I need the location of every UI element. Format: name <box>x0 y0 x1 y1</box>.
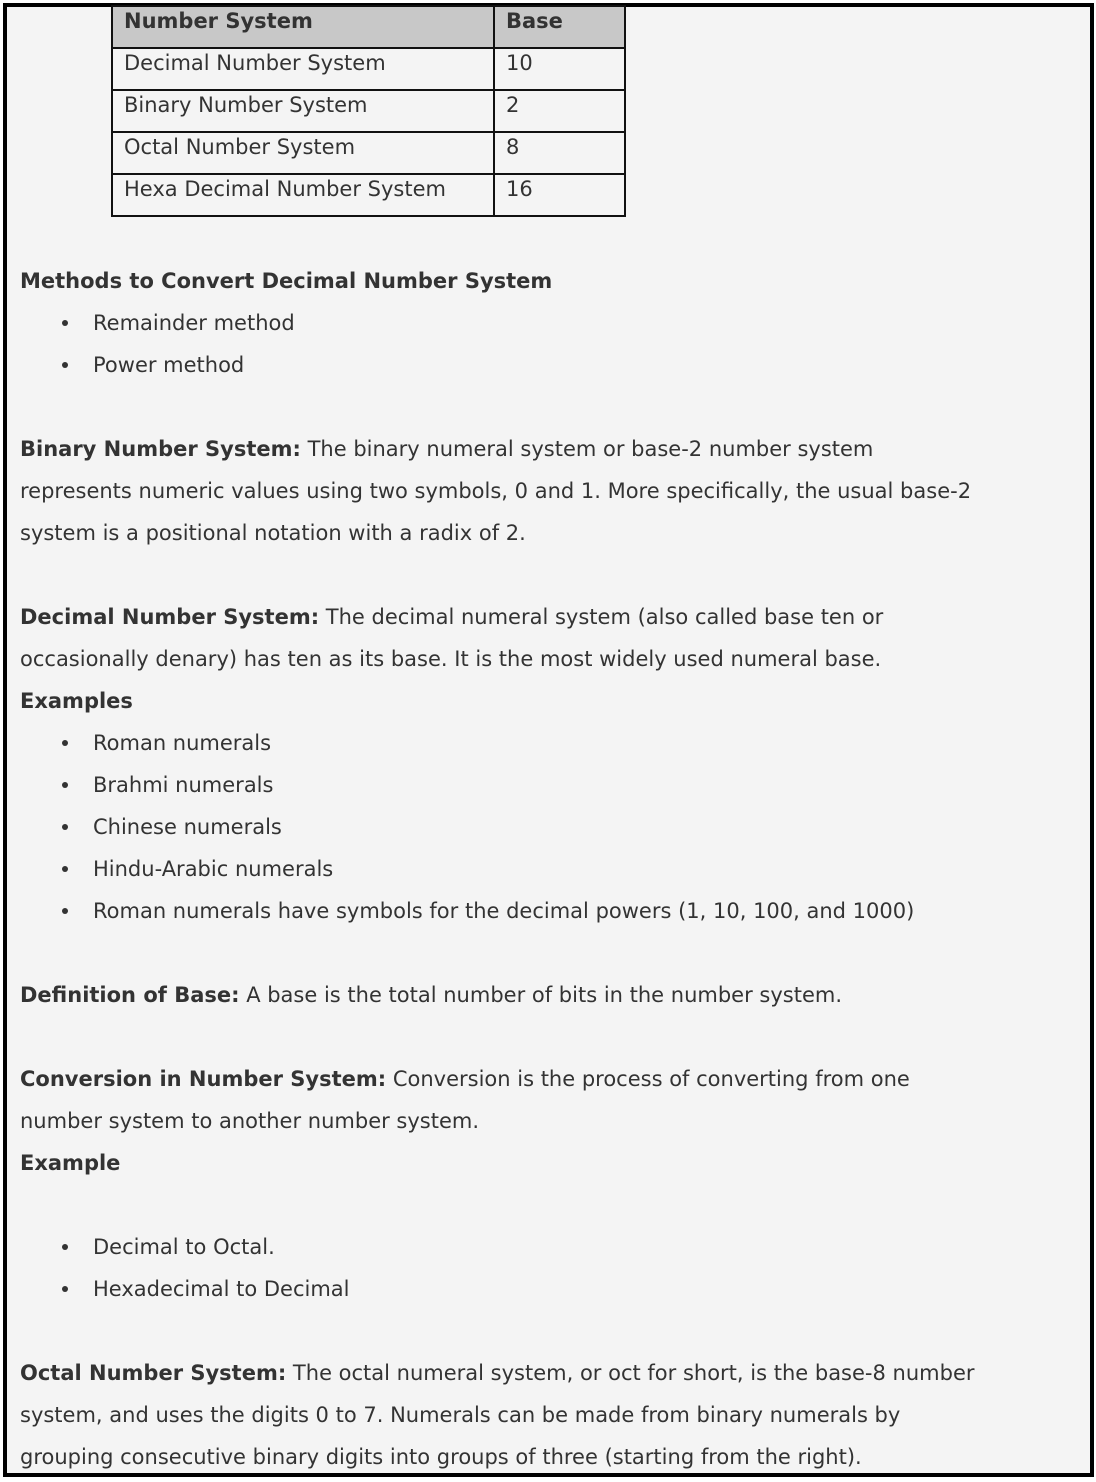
cell-base: 2 <box>494 90 625 132</box>
examples-list <box>20 722 1090 932</box>
list-item: Power method <box>20 344 1090 386</box>
table-row <box>112 132 625 174</box>
octal-label: Octal Number System: <box>20 1361 287 1385</box>
conversion-label: Conversion in Number System: <box>20 1067 387 1091</box>
number-system-table <box>111 5 626 217</box>
example-list <box>20 1226 1090 1310</box>
cell-base: 10 <box>494 48 625 90</box>
paragraph-text: The binary numeral system or base-2 number system <box>300 437 874 461</box>
list-item: Chinese numerals <box>20 806 1090 848</box>
paragraph-text: A base is the total number of bits in the number system. <box>239 983 843 1007</box>
list-item: Decimal to Octal. <box>20 1226 1090 1268</box>
article-content <box>20 260 1090 1478</box>
paragraph-text: The decimal numeral system (also called base ten or <box>319 605 884 629</box>
paragraph-text: system, and uses the digits 0 to 7. Numerals can be made from binary numerals by <box>20 1403 901 1427</box>
paragraph-text: system is a positional notation with a radix of 2. <box>20 521 526 545</box>
page-frame <box>3 3 1094 1477</box>
binary-label: Binary Number System: <box>20 437 301 461</box>
list-item: Brahmi numerals <box>20 764 1090 806</box>
octal-paragraph <box>20 1352 1090 1478</box>
list-item: Roman numerals <box>20 722 1090 764</box>
header-number-system: Number System <box>112 6 494 48</box>
table-header-row <box>112 6 625 48</box>
methods-heading: Methods to Convert Decimal Number System <box>20 269 553 293</box>
cell-system: Binary Number System <box>112 90 494 132</box>
list-item: Hindu-Arabic numerals <box>20 848 1090 890</box>
paragraph-text: grouping consecutive binary digits into groups of three (starting from the right). <box>20 1445 862 1469</box>
base-definition <box>20 974 1090 1016</box>
paragraph-text: The octal numeral system, or oct for short, is the base-8 number <box>286 1361 975 1385</box>
list-item: Roman numerals have symbols for the decimal powers (1, 10, 100, and 1000) <box>20 890 1090 932</box>
decimal-paragraph <box>20 596 1090 680</box>
decimal-label: Decimal Number System: <box>20 605 320 629</box>
list-item: Hexadecimal to Decimal <box>20 1268 1090 1310</box>
table-row <box>112 90 625 132</box>
header-base: Base <box>494 6 625 48</box>
table-row <box>112 48 625 90</box>
cell-system: Octal Number System <box>112 132 494 174</box>
cell-system: Hexa Decimal Number System <box>112 174 494 216</box>
methods-list <box>20 302 1090 386</box>
paragraph-text: represents numeric values using two symbols, 0 and 1. More specifically, the usual base-2 <box>20 479 972 503</box>
paragraph-text: Conversion is the process of converting from one <box>386 1067 910 1091</box>
paragraph-text: occasionally denary) has ten as its base. It is the most widely used numeral base. <box>20 647 882 671</box>
paragraph-text: number system to another number system. <box>20 1109 480 1133</box>
examples-heading: Examples <box>20 689 133 713</box>
list-item: Remainder method <box>20 302 1090 344</box>
binary-paragraph <box>20 428 1090 554</box>
cell-system: Decimal Number System <box>112 48 494 90</box>
cell-base: 16 <box>494 174 625 216</box>
example-heading: Example <box>20 1151 121 1175</box>
conversion-paragraph <box>20 1058 1090 1142</box>
cell-base: 8 <box>494 132 625 174</box>
base-label: Definition of Base: <box>20 983 240 1007</box>
table-row <box>112 174 625 216</box>
